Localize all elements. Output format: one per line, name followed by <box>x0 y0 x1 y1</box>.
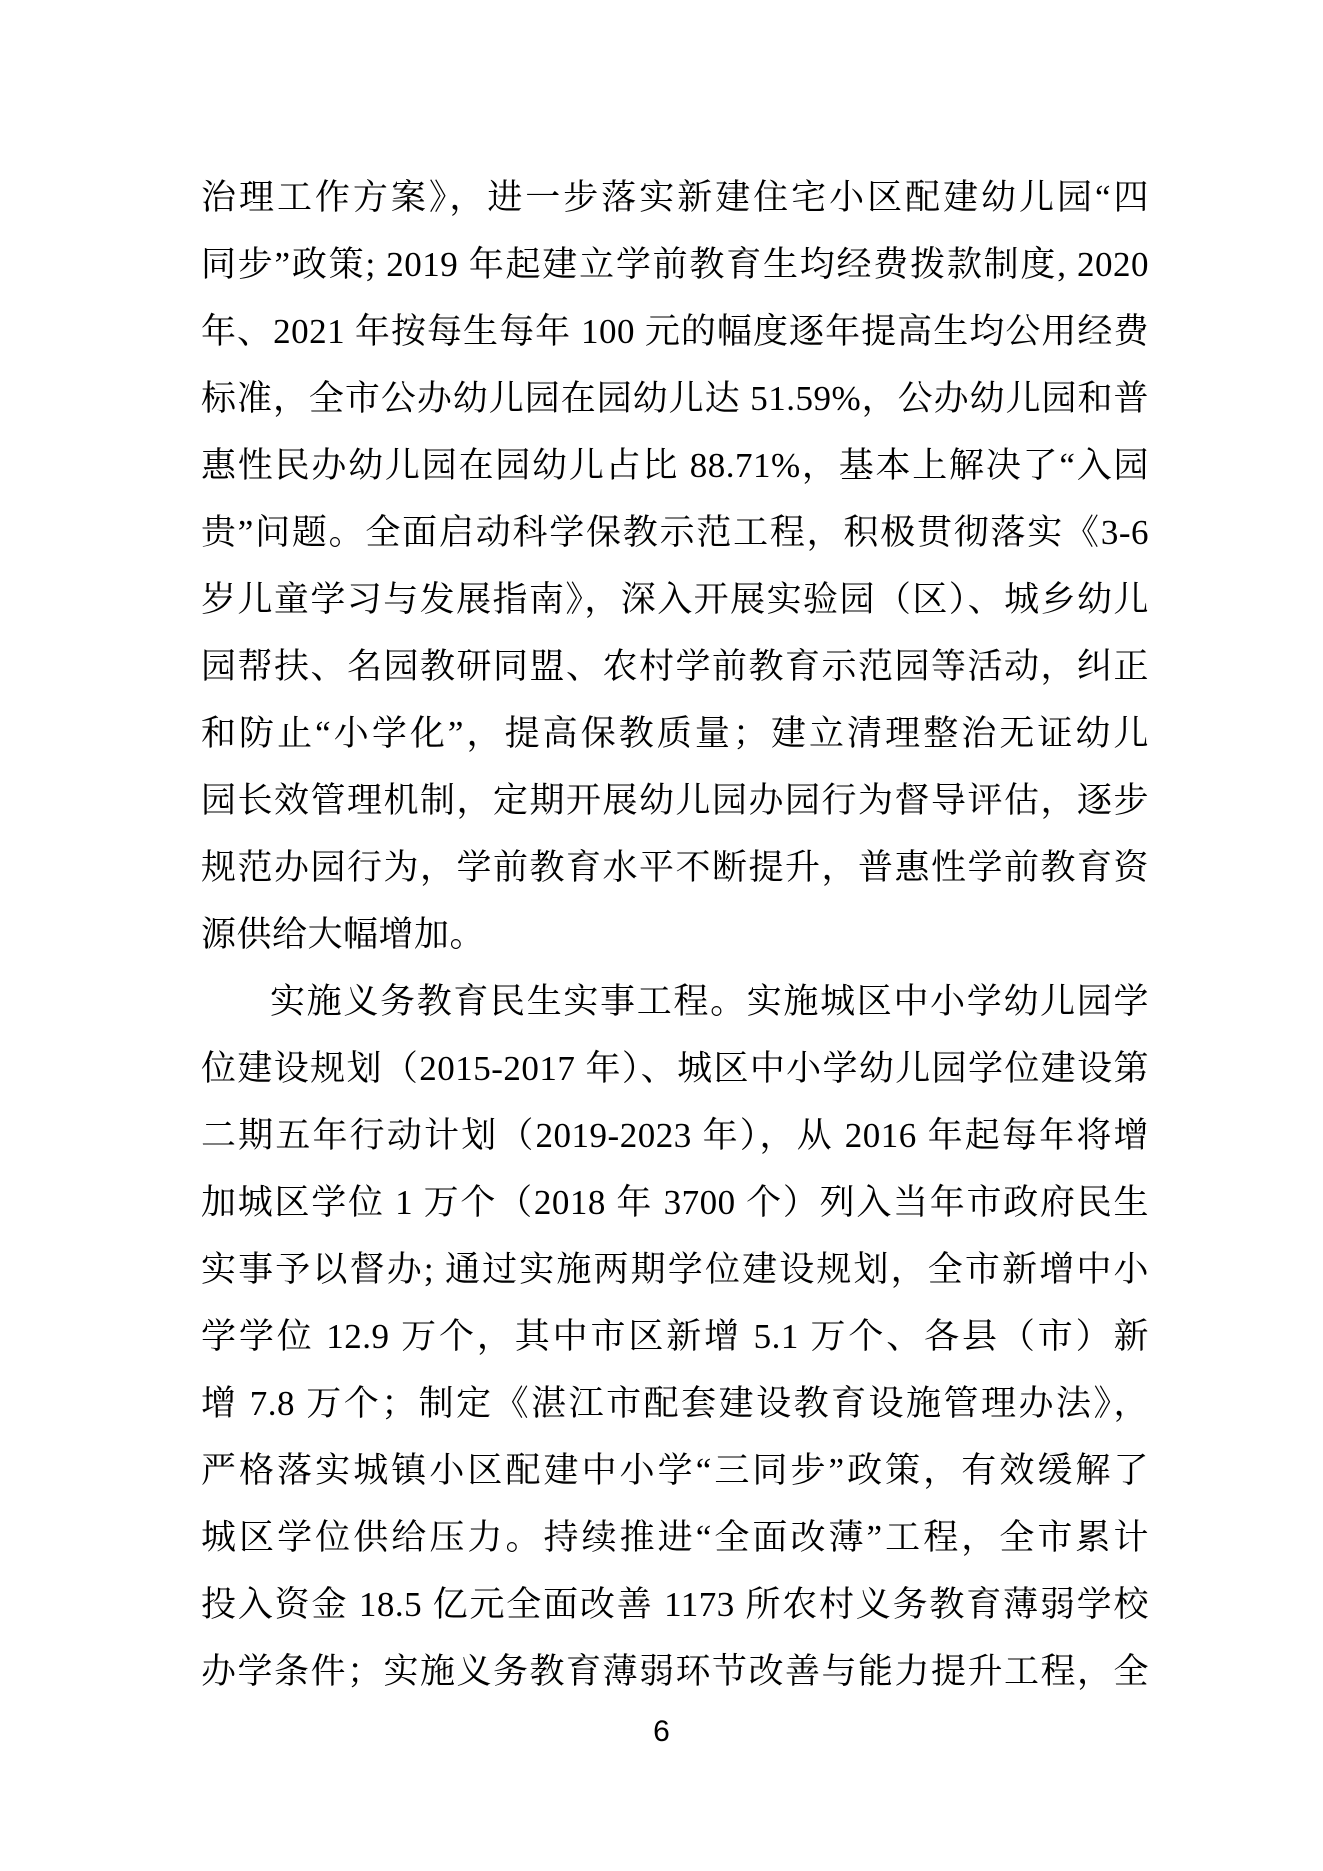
text-line: 实施义务教育民生实事工程。实施城区中小学幼儿园学 <box>270 982 1149 1021</box>
page-number: 6 <box>653 1715 670 1748</box>
text-line: 二期五年行动计划（2019-2023 年），从 2016 年起每年将增 <box>201 1116 1149 1155</box>
text-line: 年、2021 年按每生每年 100 元的幅度逐年提高生均公用经费 <box>201 312 1149 351</box>
text-line: 贵”问题。全面启动科学保教示范工程，积极贯彻落实《3-6 <box>201 513 1149 552</box>
text-line: 办学条件；实施义务教育薄弱环节改善与能力提升工程，全 <box>201 1652 1149 1691</box>
text-line: 园长效管理机制，定期开展幼儿园办园行为督导评估，逐步 <box>201 781 1149 820</box>
text-line: 实事予以督办; 通过实施两期学位建设规划，全市新增中小 <box>201 1250 1149 1289</box>
text-line: 惠性民办幼儿园在园幼儿占比 88.71%，基本上解决了“入园 <box>201 446 1149 485</box>
text-line: 城区学位供给压力。持续推进“全面改薄”工程，全市累计 <box>201 1518 1149 1557</box>
text-line: 和防止“小学化”，提高保教质量；建立清理整治无证幼儿 <box>201 714 1149 753</box>
text-line: 严格落实城镇小区配建中小学“三同步”政策，有效缓解了 <box>201 1451 1149 1490</box>
text-line: 投入资金 18.5 亿元全面改善 1173 所农村义务教育薄弱学校 <box>201 1585 1149 1624</box>
text-line: 规范办园行为，学前教育水平不断提升，普惠性学前教育资 <box>201 848 1149 887</box>
text-line: 同步”政策; 2019 年起建立学前教育生均经费拨款制度, 2020 <box>201 245 1149 284</box>
text-line: 治理工作方案》，进一步落实新建住宅小区配建幼儿园“四 <box>201 178 1149 217</box>
text-line: 园帮扶、名园教研同盟、农村学前教育示范园等活动，纠正 <box>201 647 1149 686</box>
text-line: 源供给大幅增加。 <box>201 915 486 954</box>
text-line: 标准，全市公办幼儿园在园幼儿达 51.59%，公办幼儿园和普 <box>201 379 1149 418</box>
text-line: 岁儿童学习与发展指南》，深入开展实验园（区）、城乡幼儿 <box>201 580 1149 619</box>
text-line: 增 7.8 万个；制定《湛江市配套建设教育设施管理办法》， <box>201 1384 1149 1423</box>
text-line: 加城区学位 1 万个（2018 年 3700 个）列入当年市政府民生 <box>201 1183 1149 1222</box>
text-line: 学学位 12.9 万个，其中市区新增 5.1 万个、各县（市）新 <box>201 1317 1149 1356</box>
page-body <box>201 164 1149 1705</box>
text-line: 位建设规划（2015-2017 年）、城区中小学幼儿园学位建设第 <box>201 1049 1149 1088</box>
